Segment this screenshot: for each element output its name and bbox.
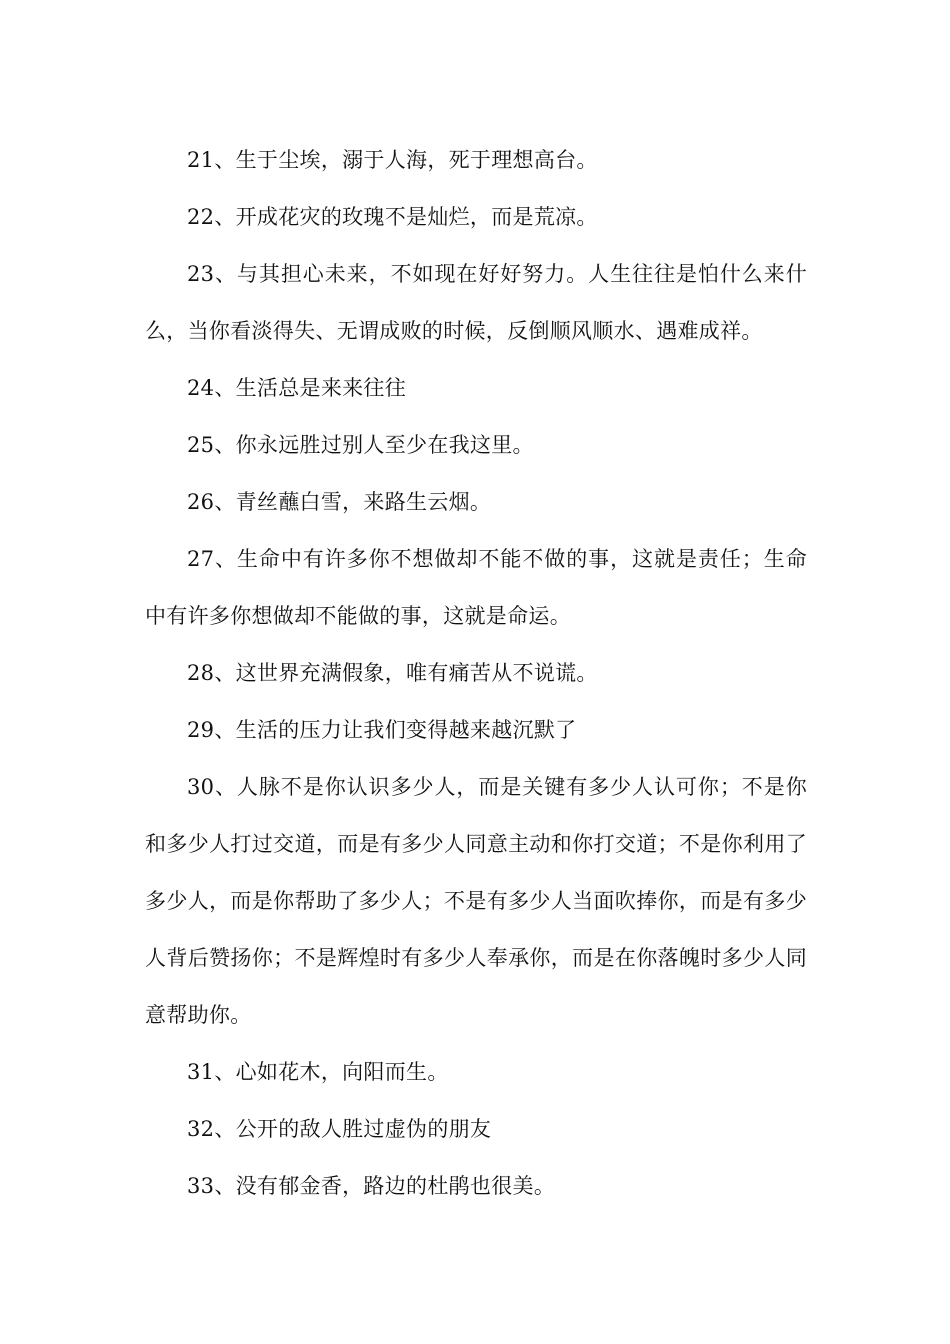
paragraph-31: 31、心如花木，向阳而生。: [187, 1060, 449, 1084]
paragraph-26: 26、青丝蘸白雪，来路生云烟。: [187, 490, 492, 514]
paragraph-25: 25、你永远胜过别人至少在我这里。: [187, 433, 534, 457]
paragraph-27: 27、生命中有许多你不想做却不能不做的事，这就是责任；生命中有许多你想做却不能做的事，这就是命运。: [145, 547, 807, 628]
paragraph-28: 28、这世界充满假象，唯有痛苦从不说谎。: [187, 661, 598, 685]
document-body: [145, 132, 807, 1215]
paragraph-33: 33、没有郁金香，路边的杜鹃也很美。: [187, 1174, 556, 1198]
paragraph-23: 23、与其担心未来，不如现在好好努力。人生往往是怕什么来什么，当你看淡得失、无谓成败的时候，反倒顺风顺水、遇难成祥。: [145, 262, 807, 343]
paragraph-24: 24、生活总是来来往往: [187, 376, 407, 400]
paragraph-30: 30、人脉不是你认识多少人，而是关键有多少人认可你；不是你和多少人打过交道，而是有多少人同意主动和你打交道；不是你利用了多少人，而是你帮助了多少人；不是有多少人当面吹捧你，而是有多少人背后赞扬你；不是辉煌时有多少人奉承你，而是在你落魄时多少人同意帮助你。: [145, 775, 807, 1027]
paragraph-22: 22、开成花灾的玫瑰不是灿烂，而是荒凉。: [187, 205, 598, 229]
paragraph-21: 21、生于尘埃，溺于人海，死于理想高台。: [187, 148, 598, 172]
paragraph-29: 29、生活的压力让我们变得越来越沉默了: [187, 718, 577, 742]
paragraph-32: 32、公开的敌人胜过虚伪的朋友: [187, 1117, 492, 1141]
